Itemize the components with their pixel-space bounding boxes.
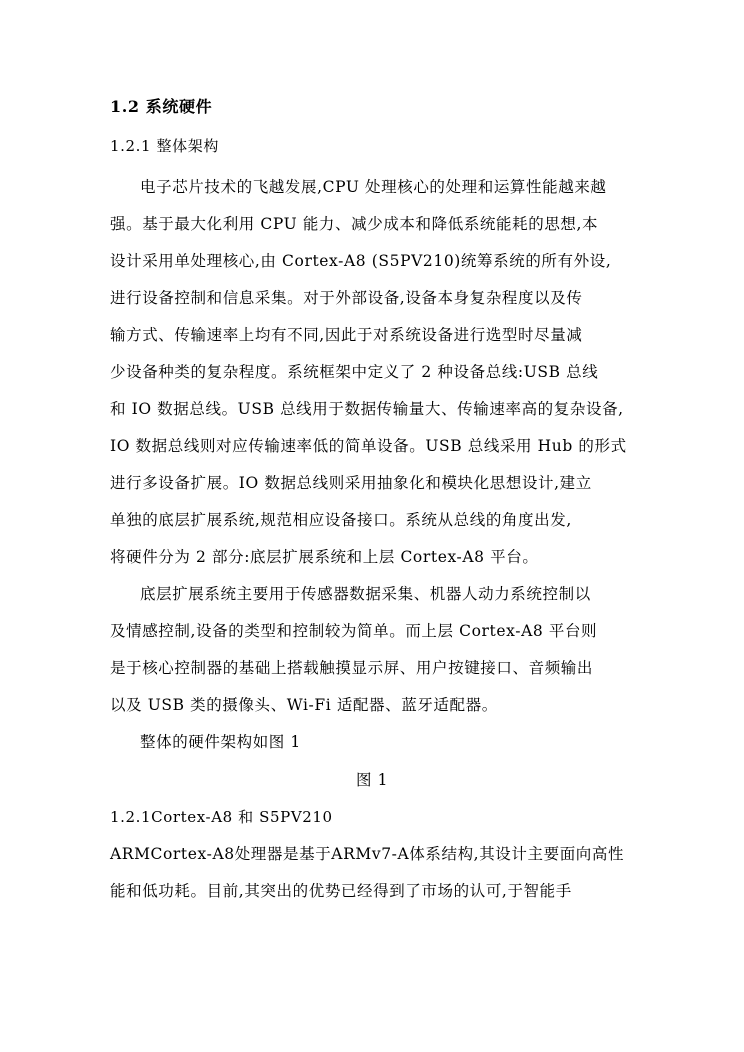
paragraph-1-line-6: 少设备种类的复杂程度。系统框架中定义了 2 种设备总线:USB 总线 (110, 363, 599, 381)
subsection-heading-cortex-a8: 1.2.1Cortex-A8 和 S5PV210 (110, 808, 333, 826)
paragraph-1-line-2: 强。基于最大化利用 CPU 能力、减少成本和降低系统能耗的思想,本 (110, 215, 599, 233)
paragraph-1-line-3: 设计采用单处理核心,由 Cortex-A8 (S5PV210)统筹系统的所有外设, (110, 252, 612, 270)
paragraph-4-line-2: 能和低功耗。目前,其突出的优势已经得到了市场的认可,于智能手 (110, 882, 572, 900)
paragraph-1-line-7: 和 IO 数据总线。USB 总线用于数据传输量大、传输速率高的复杂设备, (110, 400, 624, 418)
paragraph-1-line-4: 进行设备控制和信息采集。对于外部设备,设备本身复杂程度以及传 (110, 289, 583, 307)
paragraph-2-line-4: 以及 USB 类的摄像头、Wi-Fi 适配器、蓝牙适配器。 (110, 696, 498, 714)
subsection-heading-overall-architecture: 1.2.1 整体架构 (110, 137, 219, 155)
section-heading: 1.2 系统硬件 (110, 97, 213, 116)
paragraph-2-line-3: 是于核心控制器的基础上搭载触摸显示屏、用户按键接口、音频输出 (110, 659, 594, 677)
paragraph-2-line-2: 及情感控制,设备的类型和控制较为简单。而上层 Cortex-A8 平台则 (110, 622, 598, 640)
paragraph-1-line-8: IO 数据总线则对应传输速率低的简单设备。USB 总线采用 Hub 的形式 (110, 437, 627, 455)
paragraph-1-line-1: 电子芯片技术的飞越发展,CPU 处理核心的处理和运算性能越来越 (140, 178, 607, 196)
paragraph-4-line-1: ARMCortex-A8处理器是基于ARMv7-A体系结构,其设计主要面向高性 (110, 845, 625, 863)
paragraph-1-line-11: 将硬件分为 2 部分:底层扩展系统和上层 Cortex-A8 平台。 (110, 548, 539, 566)
paragraph-1-line-10: 单独的底层扩展系统,规范相应设备接口。系统从总线的角度出发, (110, 511, 572, 529)
paragraph-1-line-5: 输方式、传输速率上均有不同,因此于对系统设备进行选型时尽量减 (110, 326, 583, 344)
paragraph-3: 整体的硬件架构如图 1 (140, 733, 301, 751)
paragraph-1-line-9: 进行多设备扩展。IO 数据总线则采用抽象化和模块化思想设计,建立 (110, 474, 592, 492)
paragraph-2-line-1: 底层扩展系统主要用于传感器数据采集、机器人动力系统控制以 (140, 585, 591, 603)
figure-caption: 图 1 (355, 771, 389, 789)
